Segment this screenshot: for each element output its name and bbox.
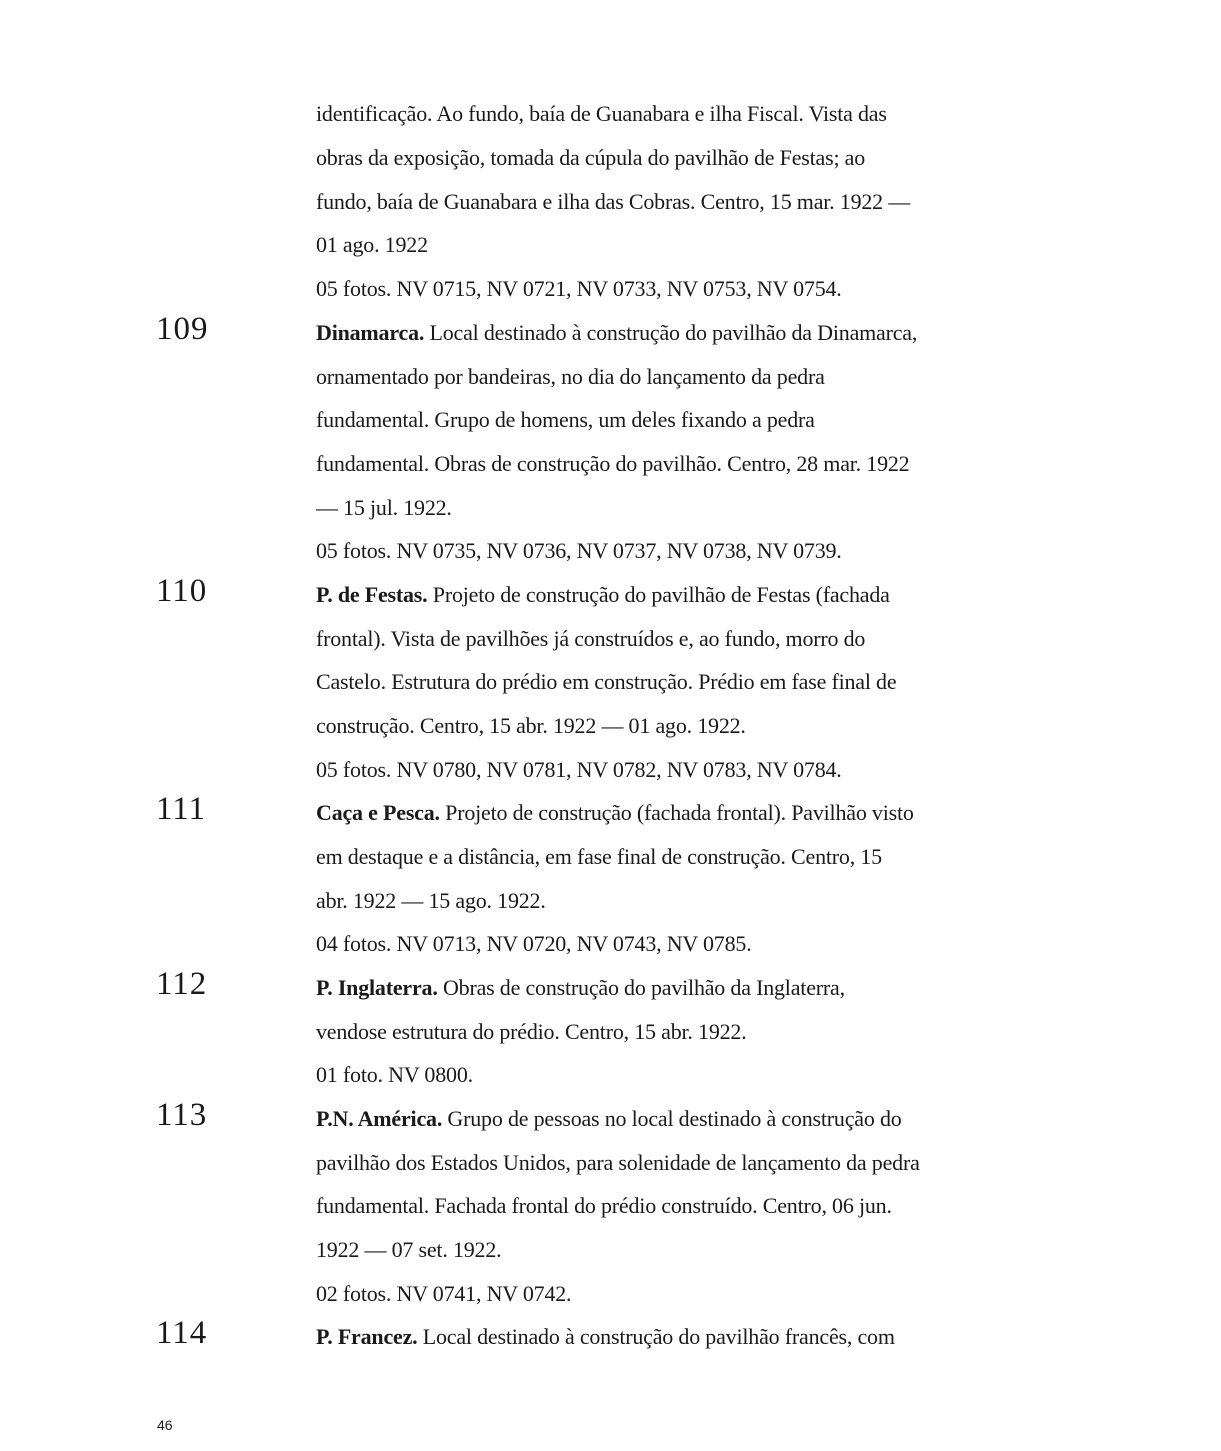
entry-text: Projeto de construção do pavilhão de Festas (fachada — [427, 582, 890, 607]
text-line: 01 ago. 1922 — [316, 232, 428, 257]
text-line: ornamentado por bandeiras, no dia do lançamento da pedra — [316, 364, 825, 389]
entry-text: Grupo de pessoas no local destinado à construção do — [442, 1106, 902, 1131]
text-line: em destaque e a distância, em fase final de construção. Centro, 15 — [316, 844, 882, 869]
entry-text: Projeto de construção (fachada frontal). Pavilhão visto — [439, 800, 914, 825]
entry-heading: Caça e Pesca. — [316, 800, 440, 825]
photo-list: 04 fotos. NV 0713, NV 0720, NV 0743, NV 0785. — [316, 931, 752, 956]
photo-list: 02 fotos. NV 0741, NV 0742. — [316, 1281, 572, 1306]
entry-first-line — [316, 1323, 956, 1351]
text-line: vendose estrutura do prédio. Centro, 15 abr. 1922. — [316, 1019, 747, 1044]
text-line: obras da exposição, tomada da cúpula do pavilhão de Festas; ao — [316, 145, 866, 170]
text-line: Castelo. Estrutura do prédio em construção. Prédio em fase final de — [316, 669, 897, 694]
text-line: pavilhão dos Estados Unidos, para solenidade de lançamento da pedra — [316, 1150, 920, 1175]
entry-heading: P.N. América. — [316, 1106, 443, 1131]
entry-text: Local destinado à construção do pavilhão francês, com — [417, 1324, 895, 1349]
entry-text: Local destinado à construção do pavilhão da Dinamarca, — [424, 320, 918, 345]
photo-list: 01 foto. NV 0800. — [316, 1062, 473, 1087]
text-line: — 15 jul. 1922. — [316, 495, 452, 520]
entry-heading: P. de Festas. — [316, 582, 428, 607]
photo-list: 05 fotos. NV 0715, NV 0721, NV 0733, NV 0753, NV 0754. — [316, 276, 842, 301]
entry-first-line — [316, 974, 956, 1002]
text-line: fundamental. Grupo de homens, um deles fixando a pedra — [316, 407, 815, 432]
entry-text: Obras de construção do pavilhão da Inglaterra, — [437, 975, 845, 1000]
entry-number: 113 — [156, 1097, 208, 1133]
entry-heading: Dinamarca. — [316, 320, 425, 345]
entry-number: 110 — [156, 573, 208, 609]
entry-first-line — [316, 1105, 956, 1133]
text-line: abr. 1922 — 15 ago. 1922. — [316, 888, 546, 913]
text-line: fundo, baía de Guanabara e ilha das Cobras. Centro, 15 mar. 1922 — — [316, 189, 911, 214]
text-line: identificação. Ao fundo, baía de Guanabara e ilha Fiscal. Vista das — [316, 101, 887, 126]
entry-first-line — [316, 799, 956, 827]
entry-heading: P. Inglaterra. — [316, 975, 438, 1000]
text-line: frontal). Vista de pavilhões já construídos e, ao fundo, morro do — [316, 626, 866, 651]
text-line: fundamental. Obras de construção do pavilhão. Centro, 28 mar. 1922 — [316, 451, 910, 476]
photo-list: 05 fotos. NV 0735, NV 0736, NV 0737, NV 0738, NV 0739. — [316, 538, 842, 563]
entry-heading: P. Francez. — [316, 1324, 418, 1349]
entry-number: 114 — [156, 1315, 208, 1351]
text-line: construção. Centro, 15 abr. 1922 — 01 ago. 1922. — [316, 713, 746, 738]
entry-first-line — [316, 581, 956, 609]
entry-first-line — [316, 319, 956, 347]
page-number: 46 — [157, 1417, 173, 1433]
entry-number: 112 — [156, 966, 208, 1002]
entry-number: 111 — [156, 791, 207, 827]
text-line: 1922 — 07 set. 1922. — [316, 1237, 502, 1262]
photo-list: 05 fotos. NV 0780, NV 0781, NV 0782, NV 0783, NV 0784. — [316, 757, 842, 782]
entry-number: 109 — [156, 311, 209, 347]
text-line: fundamental. Fachada frontal do prédio construído. Centro, 06 jun. — [316, 1193, 892, 1218]
